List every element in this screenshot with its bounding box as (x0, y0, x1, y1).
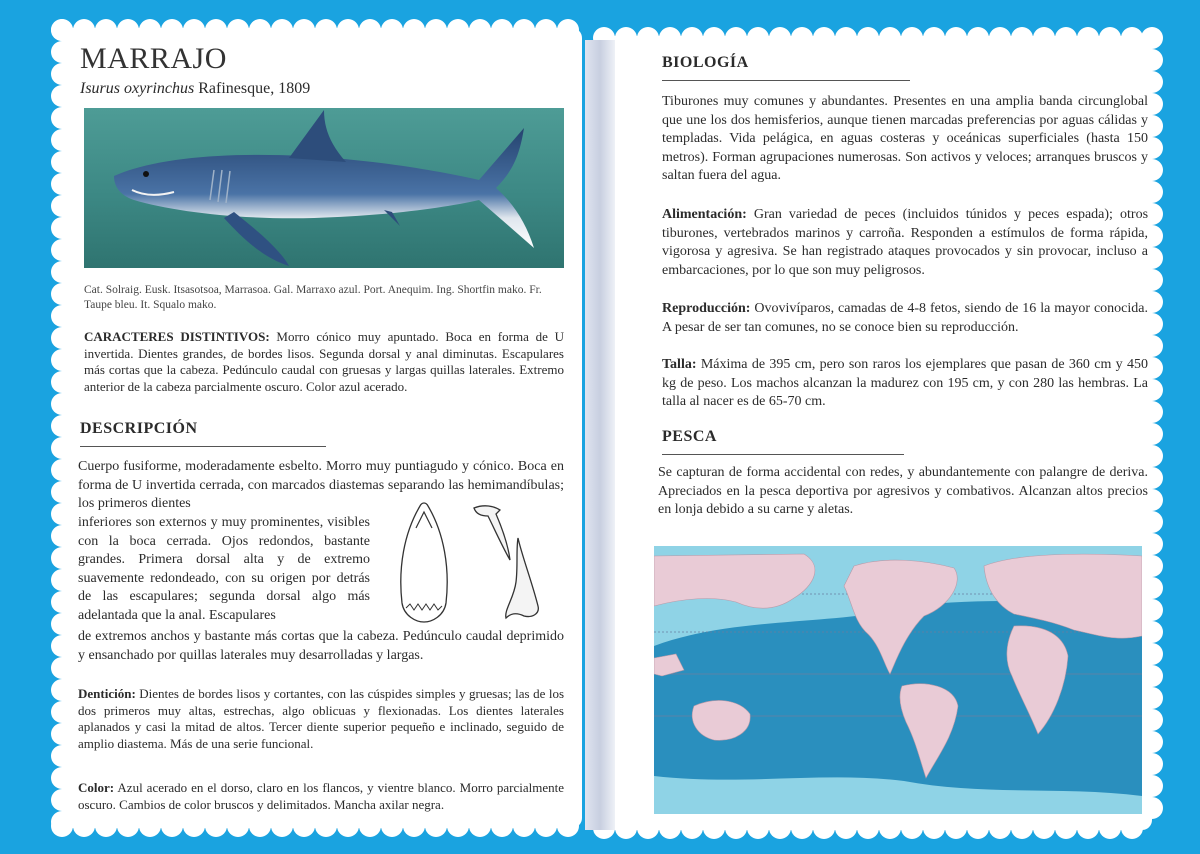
scallop-left (51, 217, 73, 239)
scallop-left (51, 723, 73, 745)
scallop-top (513, 19, 535, 41)
scallop-top (637, 27, 659, 49)
scallop-right (1141, 753, 1163, 775)
scallop-left (51, 129, 73, 151)
scallop-left (51, 789, 73, 811)
scallop-bottom (535, 815, 557, 837)
scallop-top (403, 19, 425, 41)
scallop-bottom (813, 817, 835, 839)
scallop-left (51, 415, 73, 437)
scallop-left (51, 19, 73, 41)
scallop-right (1141, 555, 1163, 577)
scallop-right (1141, 423, 1163, 445)
description-side: inferiores son externos y muy prominentes, visibles con la boca cerrada. Ojos redondos, bastante grandes. Primera dorsal alta y de extremo suavemente redondeado, con su origen por detrás de las escapulares; segunda dorsal algo más adelantada que la anal. Escapulares (78, 515, 370, 623)
scallop-bottom (1055, 817, 1077, 839)
reproduction-text: Ovovivíparos, camadas de 4-8 fetos, siendo de 16 la mayor conocida. A pesar de ser tan comunes, no se conoce bien su reproducción. (662, 301, 1148, 335)
scallop-bottom (139, 815, 161, 837)
scallop-left (51, 327, 73, 349)
scallop-left (51, 613, 73, 635)
scallop-top (205, 19, 227, 41)
scallop-bottom (1033, 817, 1055, 839)
scallop-bottom (403, 815, 425, 837)
reproduction-paragraph (662, 300, 1148, 337)
scallop-bottom (637, 817, 659, 839)
scallop-bottom (681, 817, 703, 839)
scallop-bottom (227, 815, 249, 837)
scallop-left (51, 767, 73, 789)
species-name: Isurus oxyrinchus (80, 80, 195, 97)
scallop-left (51, 173, 73, 195)
scallop-top (337, 19, 359, 41)
scallop-top (967, 27, 989, 49)
scallop-bottom (271, 815, 293, 837)
scallop-bottom (337, 815, 359, 837)
scallop-right (1141, 533, 1163, 555)
scallop-top (879, 27, 901, 49)
scallop-right (1141, 687, 1163, 709)
scallop-top (293, 19, 315, 41)
scallop-left (51, 657, 73, 679)
scallop-bottom (967, 817, 989, 839)
scallop-left (51, 151, 73, 173)
scallop-top (681, 27, 703, 49)
scallop-bottom (879, 817, 901, 839)
scallop-left (51, 437, 73, 459)
book-spine (585, 40, 615, 830)
scallop-top (139, 19, 161, 41)
scallop-top (1121, 27, 1143, 49)
scallop-top (73, 19, 95, 41)
fishing-text: Se capturan de forma accidental con redes, y abundantemente con palangre de deriva. Apreciados en la pesca deportiva por agresivos y combativos. Alcanzan altos precios en lonja debido a su carne y aletas. (658, 465, 1148, 517)
common-names: Cat. Solraig. Eusk. Itsasotsoa, Marrasoa. Gal. Marraxo azul. Port. Anequim. Ing. Shortfin mako. Fr. Taupe bleu. It. Squalo mako. (84, 284, 542, 311)
scallop-left (51, 239, 73, 261)
scallop-left (51, 371, 73, 393)
scallop-top (271, 19, 293, 41)
scallop-right (1141, 335, 1163, 357)
scallop-top (249, 19, 271, 41)
scallop-left (51, 283, 73, 305)
scallop-right (1141, 71, 1163, 93)
scallop-right (1141, 643, 1163, 665)
scallop-right (1141, 731, 1163, 753)
scallop-top (95, 19, 117, 41)
scallop-bottom (791, 817, 813, 839)
scallop-top (901, 27, 923, 49)
scallop-bottom (359, 815, 381, 837)
scallop-left (51, 525, 73, 547)
scallop-bottom (615, 817, 637, 839)
scallop-bottom (447, 815, 469, 837)
scallop-left (51, 569, 73, 591)
scallop-top (535, 19, 557, 41)
scallop-left (51, 459, 73, 481)
page-title: MARRAJO (80, 42, 227, 75)
scallop-bottom (835, 817, 857, 839)
scallop-right (1141, 599, 1163, 621)
scallop-right (1141, 27, 1163, 49)
scallop-right (1141, 49, 1163, 71)
scallop-bottom (513, 815, 535, 837)
teeth-illustration (392, 498, 564, 628)
color-text: Azul acerado en el dorso, claro en los flancos, y vientre blanco. Morro parcialmente oscuro. Cambios de color bruscos y delimitados. Mancha axilar negra. (78, 780, 564, 812)
scallop-right (1141, 665, 1163, 687)
scallop-top (1033, 27, 1055, 49)
scallop-top (769, 27, 791, 49)
scallop-bottom (249, 815, 271, 837)
biology-heading: BIOLOGÍA (662, 54, 749, 71)
dentition-label: Dentición: (78, 686, 136, 701)
scallop-left (51, 107, 73, 129)
scallop-left (51, 635, 73, 657)
scallop-left (51, 393, 73, 415)
scallop-left (51, 349, 73, 371)
species-author: Rafinesque, 1809 (198, 80, 311, 97)
description-intro: Cuerpo fusiforme, moderadamente esbelto. Morro muy puntiagudo y cónico. Boca en forma de U invertida cerrada, con marcados diastemas separando las hemimandíbulas; los primeros dientes (78, 459, 564, 511)
biology-rule (662, 80, 910, 81)
scallop-top (183, 19, 205, 41)
scallop-bottom (205, 815, 227, 837)
scallop-bottom (491, 815, 513, 837)
scallop-top (791, 27, 813, 49)
dentition-paragraph (78, 686, 564, 752)
color-label: Color: (78, 780, 115, 795)
scallop-top (359, 19, 381, 41)
scallop-top (381, 19, 403, 41)
fishing-rule (662, 454, 904, 455)
scallop-bottom (901, 817, 923, 839)
scallop-bottom (425, 815, 447, 837)
size-text: Máxima de 395 cm, pero son raros los ejemplares que pasan de 360 cm y 450 kg de peso. Los machos alcanzan la madurez con 195 cm, y con 280 las hembras. La talla al nacer es de 65-70 cm. (662, 357, 1149, 409)
scallop-left (51, 591, 73, 613)
scallop-top (989, 27, 1011, 49)
scallop-top (857, 27, 879, 49)
distinctive-features (84, 329, 564, 395)
scallop-bottom (747, 817, 769, 839)
scallop-top (447, 19, 469, 41)
scallop-top (425, 19, 447, 41)
description-end: de extremos anchos y bastante más cortas que la cabeza. Pedúnculo caudal deprimido y ensanchado por quillas laterales muy desarrolladas y largas. (78, 629, 564, 663)
scallop-left (51, 503, 73, 525)
fishing-heading: PESCA (662, 428, 717, 445)
scallop-bottom (315, 815, 337, 837)
scallop-top (1055, 27, 1077, 49)
scallop-right (1141, 577, 1163, 599)
scallop-left (51, 701, 73, 723)
scallop-left (51, 305, 73, 327)
scallop-top (923, 27, 945, 49)
dentition-text: Dientes de bordes lisos y cortantes, con las cúspides simples y gruesas; las de los dos primeros muy altas, estrechas, algo oblicuas y flexionadas. Los dientes laterales aplanados y casi la mitad de altos. Tercer diente superior pequeño e inclinado, seguido de amplio diastema. Más de una serie funcional. (78, 686, 565, 751)
scallop-left (51, 261, 73, 283)
mako-shark-image (84, 108, 564, 268)
scallop-left (51, 811, 73, 833)
scallop-top (469, 19, 491, 41)
scallop-top (813, 27, 835, 49)
scallop-bottom (659, 817, 681, 839)
scallop-bottom (703, 817, 725, 839)
scallop-top (703, 27, 725, 49)
scallop-top (557, 19, 579, 41)
scallop-top (747, 27, 769, 49)
scallop-bottom (1121, 817, 1143, 839)
scallop-top (315, 19, 337, 41)
scallop-bottom (381, 815, 403, 837)
scallop-bottom (1077, 817, 1099, 839)
color-paragraph (78, 780, 564, 813)
scallop-bottom (293, 815, 315, 837)
scallop-bottom (95, 815, 117, 837)
scallop-right (1141, 621, 1163, 643)
scallop-bottom (557, 815, 579, 837)
scallop-left (51, 41, 73, 63)
scallop-top (835, 27, 857, 49)
scallop-top (161, 19, 183, 41)
scallop-right (1141, 775, 1163, 797)
scallop-top (725, 27, 747, 49)
scientific-name (80, 80, 310, 98)
scallop-top (659, 27, 681, 49)
size-paragraph (662, 356, 1148, 412)
feeding-paragraph (662, 206, 1148, 280)
scallop-bottom (989, 817, 1011, 839)
scallop-left (51, 195, 73, 217)
scallop-right (1141, 797, 1163, 819)
feeding-label: Alimentación: (662, 207, 747, 222)
scallop-top (1099, 27, 1121, 49)
reproduction-label: Reproducción: (662, 301, 751, 316)
scallop-left (51, 679, 73, 701)
scallop-top (615, 27, 637, 49)
scallop-left (51, 85, 73, 107)
distinctive-label: CARACTERES DISTINTIVOS: (84, 329, 270, 344)
scallop-top (491, 19, 513, 41)
scallop-bottom (183, 815, 205, 837)
scallop-top (1077, 27, 1099, 49)
world-map (654, 546, 1142, 814)
scallop-bottom (469, 815, 491, 837)
scallop-top (945, 27, 967, 49)
size-label: Talla: (662, 357, 697, 372)
scallop-bottom (1099, 817, 1121, 839)
scallop-bottom (923, 817, 945, 839)
scallop-left (51, 745, 73, 767)
scallop-bottom (725, 817, 747, 839)
description-heading: DESCRIPCIÓN (80, 420, 198, 437)
distribution-map (654, 546, 1142, 814)
shark-illustration (84, 108, 564, 268)
scallop-top (117, 19, 139, 41)
scallop-left (51, 63, 73, 85)
scallop-bottom (161, 815, 183, 837)
distinctive-text: Morro cónico muy apuntado. Boca en forma de U invertida. Dientes grandes, de bordes lisos. Segunda dorsal y anal diminutas. Escapulares más cortas que la cabeza. Pedúnculo caudal con gruesas y largas quillas laterales. Extremo anterior de la cabeza parcialmente oscuro. Color azul acerado. (84, 329, 565, 394)
scallop-bottom (1011, 817, 1033, 839)
biology-text: Tiburones muy comunes y abundantes. Presentes en una amplia banda circunglobal que une los dos hemisferios, aunque tienen marcadas preferencias por aguas cálidas y templadas. Vida pelágica, en aguas costeras y oceánicas superficiales (hasta 150 metros). Forman agrupaciones numerosas. Son activos y veloces; arranques bruscos y saltan fuera del agua. (662, 94, 1148, 183)
description-rule (80, 446, 326, 447)
scallop-bottom (857, 817, 879, 839)
scallop-bottom (117, 815, 139, 837)
scallop-bottom (769, 817, 791, 839)
scallop-left (51, 481, 73, 503)
feeding-text: Gran variedad de peces (incluidos túnidos y peces espada); otros tiburones, vertebrados marinos y carroña. Responden a estímulos de forma rápida, vigorosa y agresiva. Se han registrado ataques provocados y sin provocar, incluso a embarcaciones, por lo que son muy peligrosos. (662, 207, 1149, 278)
scallop-top (1011, 27, 1033, 49)
scallop-left (51, 547, 73, 569)
scallop-top (227, 19, 249, 41)
asia-east (654, 554, 815, 608)
scallop-right (1141, 709, 1163, 731)
scallop-bottom (945, 817, 967, 839)
scallop-bottom (73, 815, 95, 837)
